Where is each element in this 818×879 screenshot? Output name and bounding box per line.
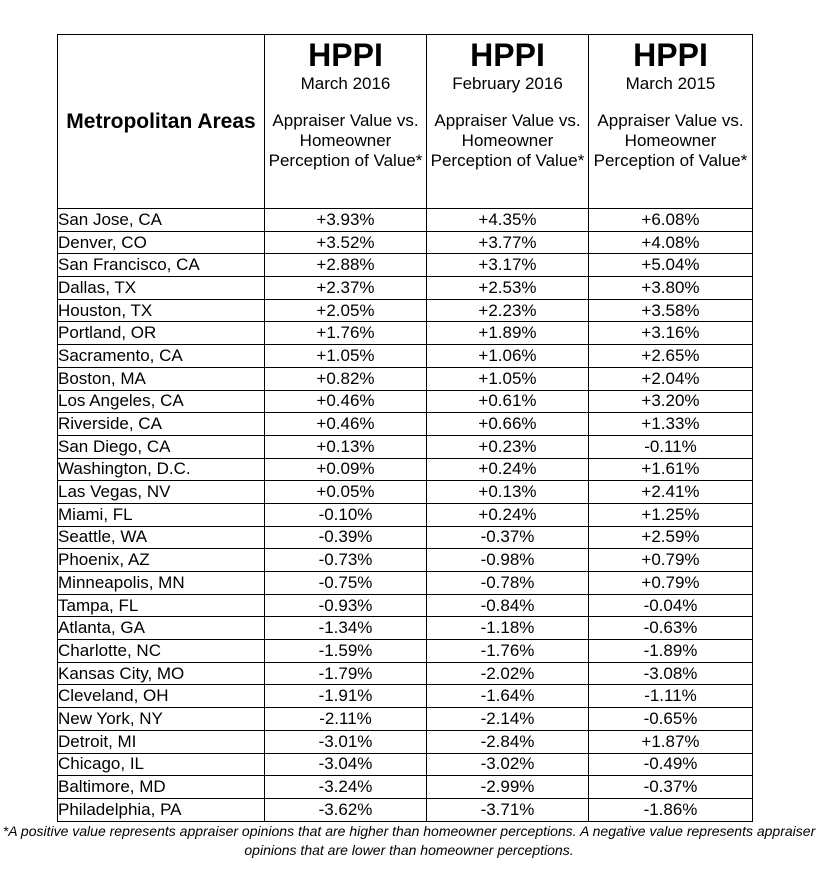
metro-area-cell: Dallas, TX [58,277,265,300]
column-title: HPPI [633,37,708,73]
metro-area-cell: Philadelphia, PA [58,798,265,821]
march-2015-value: +3.80% [589,277,753,300]
march-2015-value: -0.63% [589,617,753,640]
metro-area-cell: Miami, FL [58,503,265,526]
march-2015-value: +2.04% [589,367,753,390]
march-2015-value: +3.58% [589,299,753,322]
table-row [58,753,753,776]
february-2016-value: +0.23% [427,435,589,458]
metro-area-cell: Phoenix, AZ [58,549,265,572]
table-row [58,685,753,708]
march-2016-value: -1.59% [265,640,427,663]
table-row [58,435,753,458]
march-2015-value: -0.04% [589,594,753,617]
table-body [58,209,753,822]
march-2015-value: +1.33% [589,413,753,436]
march-2015-value: +1.61% [589,458,753,481]
march-2016-value: -3.01% [265,730,427,753]
february-2016-value: +0.13% [427,481,589,504]
february-2016-value: +0.24% [427,458,589,481]
metro-area-cell: Seattle, WA [58,526,265,549]
metro-area-cell: Los Angeles, CA [58,390,265,413]
march-2016-value: +3.52% [265,231,427,254]
march-2016-value: -3.62% [265,798,427,821]
march-2016-value: -0.93% [265,594,427,617]
column-header-march-2016 [265,35,427,209]
march-2016-value: -0.10% [265,503,427,526]
march-2016-value: -2.11% [265,708,427,731]
table-row [58,413,753,436]
march-2015-value: +6.08% [589,209,753,232]
march-2016-value: +3.93% [265,209,427,232]
march-2015-value: +1.25% [589,503,753,526]
column-header-february-2016 [427,35,589,209]
table-row [58,503,753,526]
footnote: *A positive value represents appraiser opinions that are higher than homeowner perceptions. A negative value represents appraiser opinions that are lower than homeowner perceptions. [2,823,816,858]
table-row [58,209,753,232]
march-2015-value: +2.59% [589,526,753,549]
table-row [58,458,753,481]
hppi-table [57,34,753,822]
march-2016-value: -3.04% [265,753,427,776]
february-2016-value: -2.14% [427,708,589,731]
metro-area-cell: San Francisco, CA [58,254,265,277]
metro-area-cell: Boston, MA [58,367,265,390]
february-2016-value: +1.89% [427,322,589,345]
march-2015-value: -1.11% [589,685,753,708]
table-row [58,322,753,345]
metro-area-cell: San Diego, CA [58,435,265,458]
march-2015-value: +0.79% [589,572,753,595]
february-2016-value: +4.35% [427,209,589,232]
metro-area-cell: Chicago, IL [58,753,265,776]
february-2016-value: +2.53% [427,277,589,300]
march-2015-value: -0.65% [589,708,753,731]
metro-area-cell: Atlanta, GA [58,617,265,640]
header-row [58,35,753,209]
march-2015-value: -1.89% [589,640,753,663]
area-column-header: Metropolitan Areas [58,35,265,209]
march-2016-value: +2.05% [265,299,427,322]
table-row [58,367,753,390]
table-row [58,345,753,368]
february-2016-value: -1.64% [427,685,589,708]
table-row [58,730,753,753]
march-2016-value: +0.46% [265,390,427,413]
february-2016-value: +1.06% [427,345,589,368]
march-2015-value: +0.79% [589,549,753,572]
table-row [58,526,753,549]
metro-area-cell: Tampa, FL [58,594,265,617]
february-2016-value: -0.84% [427,594,589,617]
march-2016-value: +2.37% [265,277,427,300]
table-row [58,254,753,277]
march-2015-value: -0.37% [589,776,753,799]
march-2015-value: -0.49% [589,753,753,776]
metro-area-cell: Sacramento, CA [58,345,265,368]
metro-area-cell: Kansas City, MO [58,662,265,685]
march-2016-value: +0.46% [265,413,427,436]
table-row [58,776,753,799]
february-2016-value: -0.78% [427,572,589,595]
table-row [58,549,753,572]
february-2016-value: -2.99% [427,776,589,799]
table-row [58,299,753,322]
march-2016-value: -3.24% [265,776,427,799]
march-2015-value: +5.04% [589,254,753,277]
column-title: HPPI [470,37,545,73]
column-header-march-2015 [589,35,753,209]
february-2016-value: +1.05% [427,367,589,390]
march-2016-value: -1.34% [265,617,427,640]
february-2016-value: -0.37% [427,526,589,549]
march-2015-value: +3.20% [589,390,753,413]
march-2016-value: +1.76% [265,322,427,345]
table-row [58,798,753,821]
february-2016-value: -0.98% [427,549,589,572]
metro-area-cell: Las Vegas, NV [58,481,265,504]
march-2016-value: +2.88% [265,254,427,277]
table-row [58,640,753,663]
march-2016-value: -1.91% [265,685,427,708]
march-2015-value: -0.11% [589,435,753,458]
march-2016-value: +0.13% [265,435,427,458]
metro-area-cell: San Jose, CA [58,209,265,232]
february-2016-value: -3.02% [427,753,589,776]
metro-area-cell: Riverside, CA [58,413,265,436]
table-row [58,594,753,617]
metro-area-cell: Detroit, MI [58,730,265,753]
table-row [58,277,753,300]
metro-area-cell: Denver, CO [58,231,265,254]
february-2016-value: +0.66% [427,413,589,436]
february-2016-value: +0.61% [427,390,589,413]
table-row [58,231,753,254]
march-2015-value: -1.86% [589,798,753,821]
february-2016-value: -2.84% [427,730,589,753]
metro-area-cell: Houston, TX [58,299,265,322]
march-2016-value: -0.39% [265,526,427,549]
metro-area-cell: Cleveland, OH [58,685,265,708]
column-title: HPPI [308,37,383,73]
march-2016-value: +1.05% [265,345,427,368]
march-2015-value: -3.08% [589,662,753,685]
table-row [58,390,753,413]
march-2016-value: +0.82% [265,367,427,390]
table-row [58,662,753,685]
march-2015-value: +4.08% [589,231,753,254]
metro-area-cell: Washington, D.C. [58,458,265,481]
march-2016-value: +0.05% [265,481,427,504]
march-2016-value: -0.75% [265,572,427,595]
february-2016-value: -2.02% [427,662,589,685]
march-2015-value: +3.16% [589,322,753,345]
metro-area-cell: New York, NY [58,708,265,731]
column-description: Appraiser Value vs. Homeowner Perception of Value* [268,111,423,170]
table-row [58,572,753,595]
metro-area-cell: Minneapolis, MN [58,572,265,595]
february-2016-value: +0.24% [427,503,589,526]
february-2016-value: -1.76% [427,640,589,663]
metro-area-cell: Charlotte, NC [58,640,265,663]
march-2016-value: -1.79% [265,662,427,685]
column-description: Appraiser Value vs. Homeowner Perception of Value* [593,111,748,170]
column-date: March 2016 [300,74,391,93]
february-2016-value: -1.18% [427,617,589,640]
february-2016-value: +3.17% [427,254,589,277]
table-row [58,617,753,640]
february-2016-value: -3.71% [427,798,589,821]
metro-area-cell: Portland, OR [58,322,265,345]
column-date: February 2016 [452,74,563,93]
march-2016-value: -0.73% [265,549,427,572]
metro-area-cell: Baltimore, MD [58,776,265,799]
table-row [58,481,753,504]
column-description: Appraiser Value vs. Homeowner Perception of Value* [430,111,585,170]
february-2016-value: +3.77% [427,231,589,254]
march-2015-value: +1.87% [589,730,753,753]
table-row [58,708,753,731]
february-2016-value: +2.23% [427,299,589,322]
march-2016-value: +0.09% [265,458,427,481]
column-date: March 2015 [625,74,716,93]
march-2015-value: +2.65% [589,345,753,368]
march-2015-value: +2.41% [589,481,753,504]
